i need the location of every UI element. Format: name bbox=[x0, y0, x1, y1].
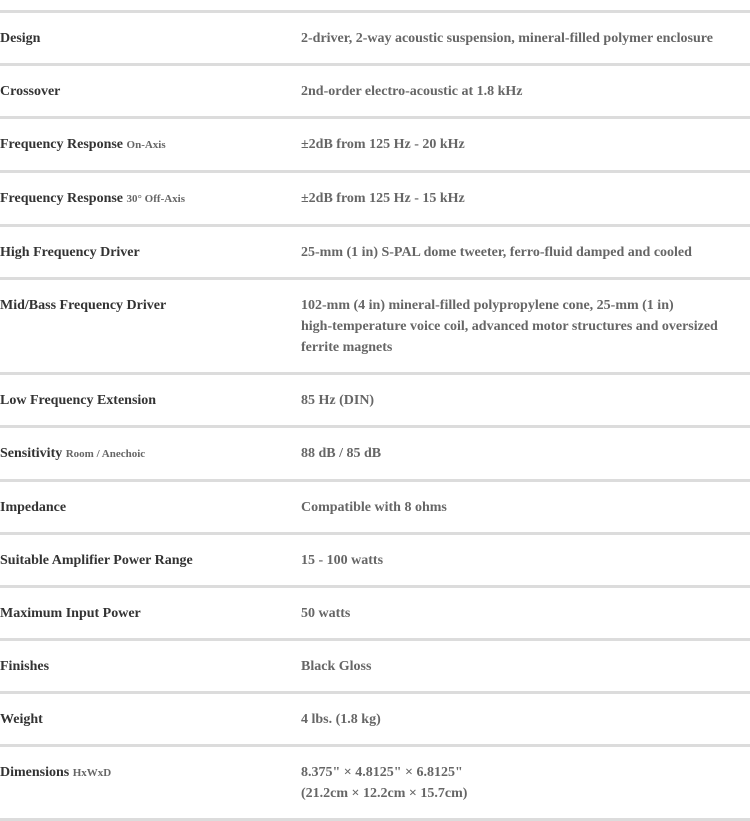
spec-value-line: 85 Hz (DIN) bbox=[301, 393, 375, 408]
spec-label-text: Weight bbox=[0, 712, 43, 727]
spec-value-line: ±2dB from 125 Hz - 20 kHz bbox=[301, 137, 465, 152]
spec-value-line: ferrite magnets bbox=[301, 340, 393, 355]
spec-label-text: Dimensions bbox=[0, 765, 70, 780]
spec-value bbox=[301, 497, 750, 518]
spec-row-design bbox=[0, 10, 750, 63]
spec-label bbox=[0, 134, 301, 156]
spec-label bbox=[0, 390, 301, 411]
spec-row-amplifier-power-range bbox=[0, 532, 750, 585]
spec-value-line: Black Gloss bbox=[301, 659, 372, 674]
spec-label bbox=[0, 242, 301, 263]
spec-value bbox=[301, 709, 750, 730]
spec-label-text: High Frequency Driver bbox=[0, 245, 140, 260]
spec-value bbox=[301, 656, 750, 677]
spec-row-frequency-response-off-axis bbox=[0, 170, 750, 224]
spec-row-maximum-input-power bbox=[0, 585, 750, 638]
spec-label-note: 30° Off-Axis bbox=[126, 193, 186, 205]
spec-label-note: On-Axis bbox=[126, 139, 166, 151]
spec-value bbox=[301, 28, 750, 49]
spec-row-crossover bbox=[0, 63, 750, 116]
spec-label-text: Finishes bbox=[0, 659, 50, 674]
spec-value-line: 4 lbs. (1.8 kg) bbox=[301, 712, 381, 727]
spec-label-text: Maximum Input Power bbox=[0, 606, 141, 621]
spec-label-note: Room / Anechoic bbox=[65, 448, 146, 460]
spec-value-line: 15 - 100 watts bbox=[301, 553, 384, 568]
spec-label-text: Suitable Amplifier Power Range bbox=[0, 553, 193, 568]
spec-value-line: (21.2cm × 12.2cm × 15.7cm) bbox=[301, 786, 468, 801]
spec-label bbox=[0, 550, 301, 571]
spec-label bbox=[0, 762, 301, 804]
spec-label-note: HxWxD bbox=[72, 767, 112, 779]
spec-row-frequency-response-on-axis bbox=[0, 116, 750, 170]
spec-label-text: Crossover bbox=[0, 84, 61, 99]
spec-row-sensitivity bbox=[0, 425, 750, 479]
spec-value bbox=[301, 81, 750, 102]
spec-value-line: 102-mm (4 in) mineral-filled polypropylene cone, 25-mm (1 in) bbox=[301, 298, 674, 313]
spec-value-line: 2nd-order electro-acoustic at 1.8 kHz bbox=[301, 84, 523, 99]
spec-row-high-frequency-driver bbox=[0, 224, 750, 277]
spec-label-text: Frequency Response bbox=[0, 137, 124, 152]
spec-value bbox=[301, 443, 750, 465]
spec-label-text: Frequency Response bbox=[0, 191, 124, 206]
spec-value-line: ±2dB from 125 Hz - 15 kHz bbox=[301, 191, 465, 206]
spec-value bbox=[301, 242, 750, 263]
spec-label bbox=[0, 188, 301, 210]
spec-row-finishes bbox=[0, 638, 750, 691]
spec-table bbox=[0, 10, 750, 821]
spec-row-weight bbox=[0, 691, 750, 744]
spec-value-line: Compatible with 8 ohms bbox=[301, 500, 447, 515]
spec-row-impedance bbox=[0, 479, 750, 532]
spec-label bbox=[0, 28, 301, 49]
spec-value-line: 50 watts bbox=[301, 606, 351, 621]
spec-value bbox=[301, 390, 750, 411]
spec-label-text: Sensitivity bbox=[0, 446, 63, 461]
spec-value-line: 8.375" × 4.8125" × 6.8125" bbox=[301, 765, 463, 780]
spec-value bbox=[301, 762, 750, 804]
spec-value-line: high-temperature voice coil, advanced motor structures and oversized bbox=[301, 319, 718, 334]
spec-label-text: Impedance bbox=[0, 500, 67, 515]
spec-value-line: 25-mm (1 in) S-PAL dome tweeter, ferro-fluid damped and cooled bbox=[301, 245, 692, 260]
spec-value bbox=[301, 134, 750, 156]
spec-label bbox=[0, 709, 301, 730]
spec-label-text: Design bbox=[0, 31, 41, 46]
spec-value-line: 2-driver, 2-way acoustic suspension, mineral-filled polymer enclosure bbox=[301, 31, 713, 46]
spec-value bbox=[301, 603, 750, 624]
spec-label bbox=[0, 603, 301, 624]
spec-label bbox=[0, 81, 301, 102]
spec-row-low-frequency-extension bbox=[0, 372, 750, 425]
spec-value bbox=[301, 188, 750, 210]
spec-value bbox=[301, 295, 750, 358]
spec-label-text: Mid/Bass Frequency Driver bbox=[0, 298, 167, 313]
spec-label-text: Low Frequency Extension bbox=[0, 393, 157, 408]
spec-label bbox=[0, 656, 301, 677]
spec-value-line: 88 dB / 85 dB bbox=[301, 446, 382, 461]
spec-label bbox=[0, 443, 301, 465]
spec-value bbox=[301, 550, 750, 571]
spec-row-dimensions bbox=[0, 744, 750, 821]
spec-label bbox=[0, 497, 301, 518]
spec-row-mid-bass-driver bbox=[0, 277, 750, 372]
spec-label bbox=[0, 295, 301, 358]
